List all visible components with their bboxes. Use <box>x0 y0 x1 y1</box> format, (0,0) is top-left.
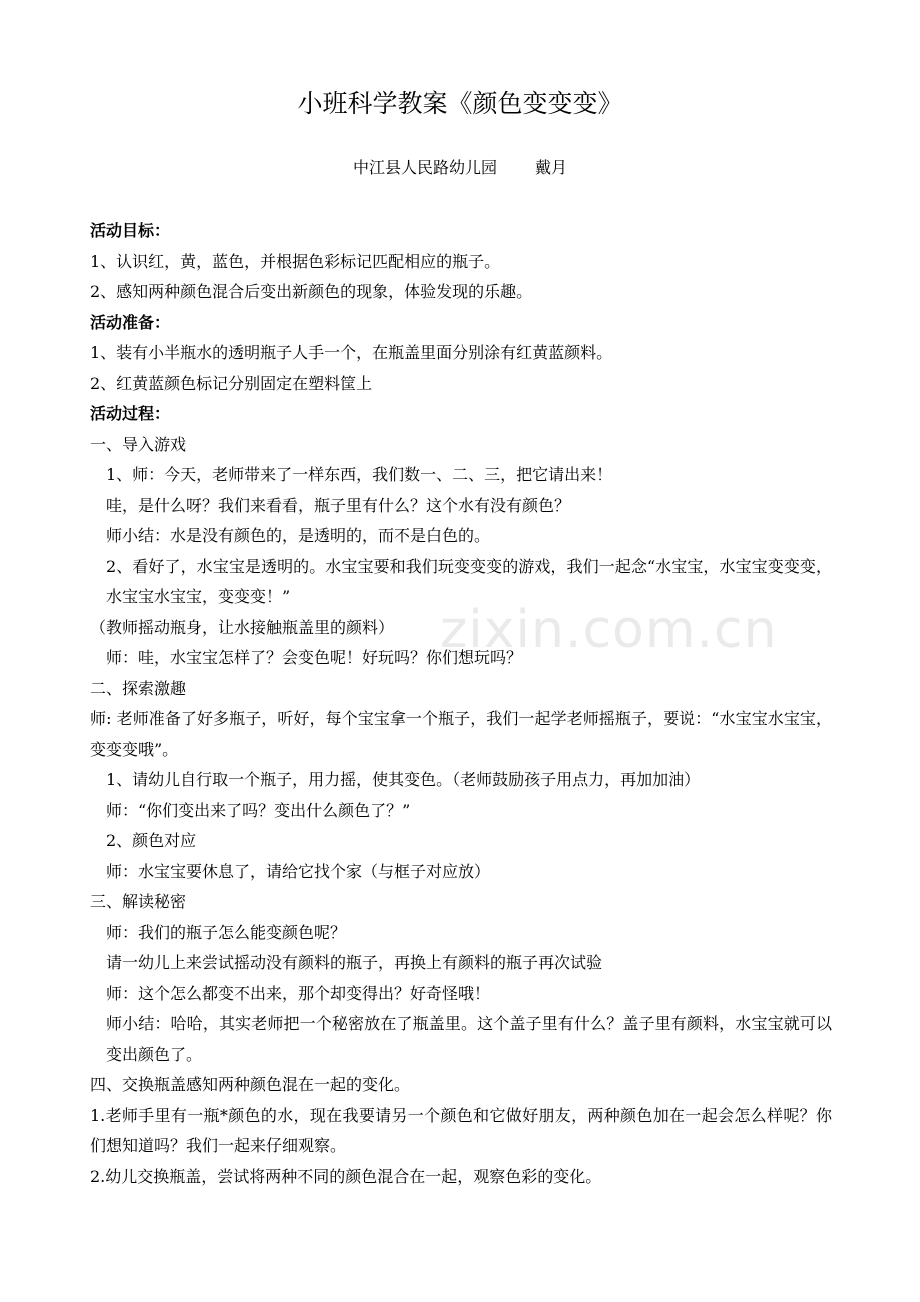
paragraph: 1、师：今天，老师带来了一样东西，我们数一、二、三，把它请出来！ <box>106 465 613 484</box>
paragraph: 师小结：水是没有颜色的，是透明的，而不是白色的。 <box>106 526 491 545</box>
paragraph: 2、红黄蓝颜色标记分别固定在塑料筐上 <box>90 373 373 393</box>
paragraph: 哇，是什么呀？我们来看看，瓶子里有什么？这个水有没有颜色？ <box>106 495 571 515</box>
paragraph: 师: 老师准备了好多瓶子，听好，每个宝宝拿一个瓶子，我们一起学老师摇瓶子，要说：“水宝宝水宝宝，变变变哦”。 <box>90 709 832 759</box>
paragraph: 师：哇，水宝宝怎样了？会变色呢！好玩吗？你们想玩吗？ <box>106 648 523 667</box>
paragraph: 1、请幼儿自行取一个瓶子，用力摇，使其变色。（老师鼓励孩子用点力，再加加油） <box>106 770 701 789</box>
paragraph: 师：“你们变出来了吗？变出什么颜色了？” <box>106 800 411 820</box>
paragraph: 2、看好了，水宝宝是透明的。水宝宝要和我们玩变变变的游戏，我们一起念“水宝宝，水宝宝变变变，水宝宝水宝宝，变变变！” <box>106 556 832 606</box>
paragraph: 2、感知两种颜色混合后变出新颜色的现象，体验发现的乐趣。 <box>90 282 533 301</box>
author-name: 戴月 <box>535 158 568 177</box>
subsection-heading: 二、探索激趣 <box>90 678 187 698</box>
paragraph: 师：我们的瓶子怎么能变颜色呢？ <box>106 922 347 942</box>
paragraph: （教师摇动瓶身，让水接触瓶盖里的颜料） <box>90 617 395 637</box>
paragraph: 2、颜色对应 <box>106 831 197 850</box>
paragraph: 1、装有小半瓶水的透明瓶子人手一个，在瓶盖里面分别涂有红黄蓝颜料。 <box>90 343 613 362</box>
watermark: zixin.com.cn <box>440 600 778 660</box>
author-organization: 中江县人民路幼儿园 <box>352 158 497 177</box>
paragraph: 1.老师手里有一瓶*颜色的水，现在我要请另一个颜色和它做好朋友，两种颜色加在一起会怎么样呢？你们想知道吗？我们一起来仔细观察。 <box>90 1105 832 1155</box>
paragraph: 1、认识红，黄，蓝色，并根据色彩标记匹配相应的瓶子。 <box>90 251 501 271</box>
document-title: 小班科学教案《颜色变变变》 <box>297 89 623 118</box>
paragraph: 请一幼儿上来尝试摇动没有颜料的瓶子，再换上有颜料的瓶子再次试验 <box>106 953 603 972</box>
paragraph: 师：水宝宝要休息了，请给它找个家（与框子对应放） <box>106 861 491 881</box>
document-body <box>90 216 832 1192</box>
author-line <box>0 155 920 181</box>
section-heading-preparation: 活动准备： <box>90 312 171 332</box>
paragraph: 师小结：哈哈，其实老师把一个秘密放在了瓶盖里。这个盖子里有什么？盖子里有颜料，水宝宝就可以变出颜色了。 <box>106 1014 832 1064</box>
section-heading-goals: 活动目标： <box>90 221 171 240</box>
subsection-heading: 三、解读秘密 <box>90 892 187 911</box>
subsection-heading: 一、导入游戏 <box>90 434 187 454</box>
paragraph: 师：这个怎么都变不出来，那个却变得出？好奇怪哦！ <box>106 983 491 1003</box>
section-heading-process: 活动过程： <box>90 404 171 423</box>
paragraph: 2.幼儿交换瓶盖，尝试将两种不同的颜色混合在一起，观察色彩的变化。 <box>90 1166 602 1186</box>
subsection-heading: 四、交换瓶盖感知两种颜色混在一起的变化。 <box>90 1075 411 1094</box>
